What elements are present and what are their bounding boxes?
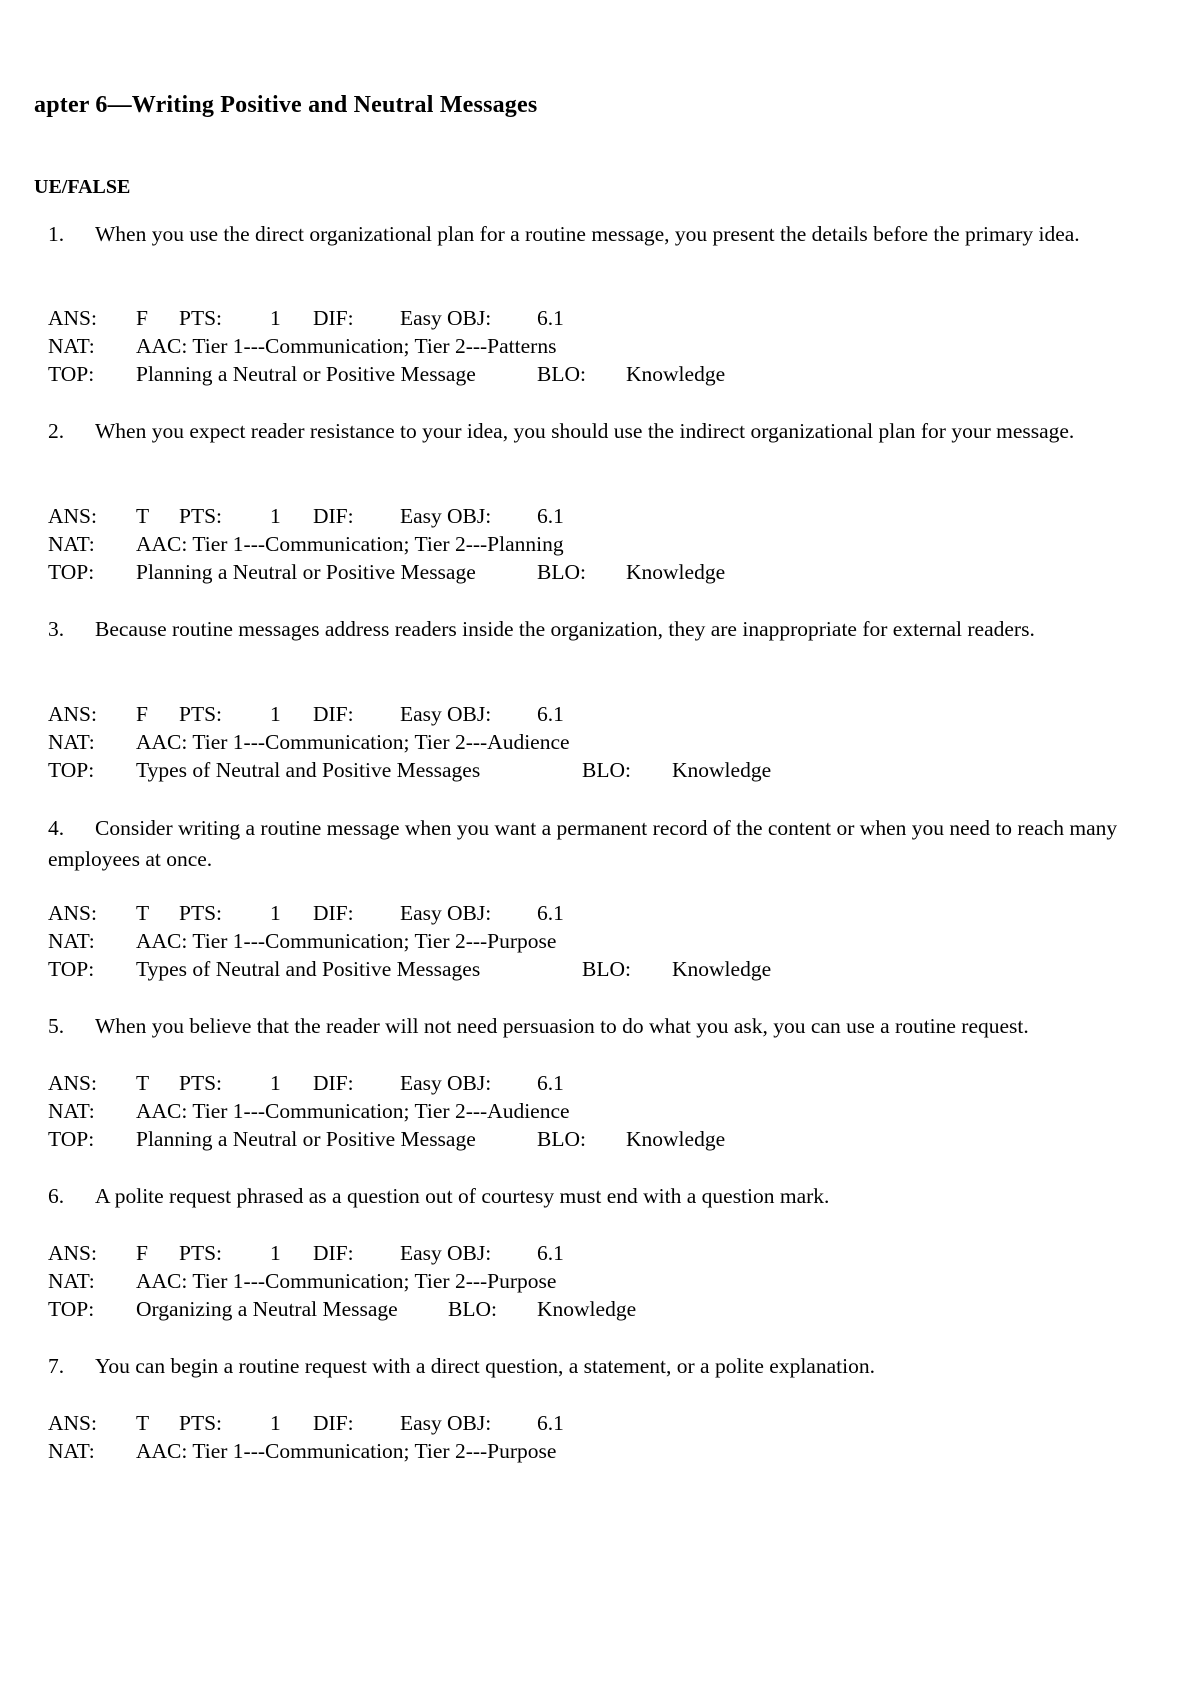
blo-label: BLO: [537,1127,586,1151]
nat-value: AAC: Tier 1---Communication; Tier 2---Planning [136,532,564,556]
dif-value: Easy [400,702,442,726]
blo-value: Knowledge [626,362,726,386]
ans-label: ANS: [48,1411,97,1435]
nat-label: NAT: [48,730,95,754]
top-value: Planning a Neutral or Positive Message [136,1127,476,1151]
pts-value: 1 [270,901,281,925]
nat-value: AAC: Tier 1---Communication; Tier 2---Patterns [136,334,557,358]
pts-value: 1 [270,1411,281,1435]
top-value: Types of Neutral and Positive Messages [136,758,481,782]
dif-label: DIF: [313,1241,354,1265]
question-text: You can begin a routine request with a direct question, a statement, or a polite explanation. [95,1354,875,1378]
dif-value: Easy [400,306,442,330]
pts-label: PTS: [179,901,223,925]
blo-value: Knowledge [626,560,726,584]
obj-label: OBJ: [447,504,492,528]
obj-value: 6.1 [537,504,564,528]
blo-label: BLO: [582,758,631,782]
blo-value: Knowledge [537,1297,637,1321]
question-text: A polite request phrased as a question out of courtesy must end with a question mark. [95,1184,830,1208]
top-label: TOP: [48,957,95,981]
question-number: 1. [48,222,65,246]
dif-label: DIF: [313,901,354,925]
ans-value: T [136,1411,150,1435]
blo-label: BLO: [537,362,586,386]
obj-value: 6.1 [537,306,564,330]
question-3 [48,614,1158,645]
pts-label: PTS: [179,1411,223,1435]
pts-value: 1 [270,306,281,330]
question-number: 4. [48,816,65,840]
pts-label: PTS: [179,306,223,330]
ans-value: F [136,306,148,330]
dif-value: Easy [400,1071,442,1095]
chapter-title: apter 6—Writing Positive and Neutral Messages [34,92,538,118]
question-2 [48,416,1158,447]
question-text: When you believe that the reader will not need persuasion to do what you ask, you can use a routine request. [95,1014,1029,1038]
dif-value: Easy [400,1241,442,1265]
obj-label: OBJ: [447,1241,492,1265]
nat-value: AAC: Tier 1---Communication; Tier 2---Purpose [136,1439,557,1463]
dif-label: DIF: [313,1411,354,1435]
dif-value: Easy [400,504,442,528]
question-number: 5. [48,1014,65,1038]
question-number: 2. [48,419,65,443]
nat-value: AAC: Tier 1---Communication; Tier 2---Audience [136,1099,570,1123]
nat-label: NAT: [48,929,95,953]
dif-label: DIF: [313,306,354,330]
pts-value: 1 [270,504,281,528]
question-text: Because routine messages address readers inside the organization, they are inappropriate for external readers. [95,617,1035,641]
top-label: TOP: [48,560,95,584]
obj-value: 6.1 [537,901,564,925]
ans-value: T [136,901,150,925]
obj-value: 6.1 [537,1411,564,1435]
nat-label: NAT: [48,1439,95,1463]
question-5 [48,1011,1158,1042]
blo-label: BLO: [537,560,586,584]
pts-label: PTS: [179,702,223,726]
top-label: TOP: [48,362,95,386]
top-value: Types of Neutral and Positive Messages [136,957,481,981]
nat-label: NAT: [48,532,95,556]
dif-value: Easy [400,901,442,925]
obj-label: OBJ: [447,702,492,726]
top-value: Planning a Neutral or Positive Message [136,560,476,584]
ans-label: ANS: [48,1241,97,1265]
ans-value: F [136,702,148,726]
obj-value: 6.1 [537,1071,564,1095]
nat-value: AAC: Tier 1---Communication; Tier 2---Purpose [136,1269,557,1293]
obj-label: OBJ: [447,901,492,925]
ans-value: F [136,1241,148,1265]
question-number: 6. [48,1184,65,1208]
dif-label: DIF: [313,504,354,528]
question-text: When you use the direct organizational plan for a routine message, you present the details before the primary idea. [95,222,1080,246]
dif-value: Easy [400,1411,442,1435]
nat-value: AAC: Tier 1---Communication; Tier 2---Audience [136,730,570,754]
question-text: Consider writing a routine message when you want a permanent record of the content or when you need to reach many employees at once. [48,816,1118,871]
ans-label: ANS: [48,901,97,925]
top-value: Organizing a Neutral Message [136,1297,398,1321]
nat-label: NAT: [48,334,95,358]
pts-label: PTS: [179,1071,223,1095]
blo-label: BLO: [582,957,631,981]
obj-label: OBJ: [447,1071,492,1095]
nat-label: NAT: [48,1269,95,1293]
blo-label: BLO: [448,1297,497,1321]
pts-label: PTS: [179,504,223,528]
ans-label: ANS: [48,1071,97,1095]
ans-label: ANS: [48,504,97,528]
ans-value: T [136,504,150,528]
blo-value: Knowledge [672,758,772,782]
question-number: 3. [48,617,65,641]
pts-label: PTS: [179,1241,223,1265]
question-number: 7. [48,1354,65,1378]
blo-value: Knowledge [672,957,772,981]
obj-label: OBJ: [447,306,492,330]
section-heading: UE/FALSE [34,176,131,198]
ans-label: ANS: [48,306,97,330]
obj-value: 6.1 [537,1241,564,1265]
pts-value: 1 [270,1241,281,1265]
nat-value: AAC: Tier 1---Communication; Tier 2---Purpose [136,929,557,953]
top-label: TOP: [48,758,95,782]
obj-value: 6.1 [537,702,564,726]
pts-value: 1 [270,1071,281,1095]
question-1 [48,219,1158,250]
question-7 [48,1351,1158,1382]
pts-value: 1 [270,702,281,726]
question-text: When you expect reader resistance to your idea, you should use the indirect organizational plan for your message. [95,419,1075,443]
top-label: TOP: [48,1127,95,1151]
nat-label: NAT: [48,1099,95,1123]
ans-value: T [136,1071,150,1095]
obj-label: OBJ: [447,1411,492,1435]
question-6 [48,1181,1158,1212]
ans-label: ANS: [48,702,97,726]
dif-label: DIF: [313,1071,354,1095]
top-label: TOP: [48,1297,95,1321]
top-value: Planning a Neutral or Positive Message [136,362,476,386]
dif-label: DIF: [313,702,354,726]
question-4 [48,813,1158,875]
blo-value: Knowledge [626,1127,726,1151]
